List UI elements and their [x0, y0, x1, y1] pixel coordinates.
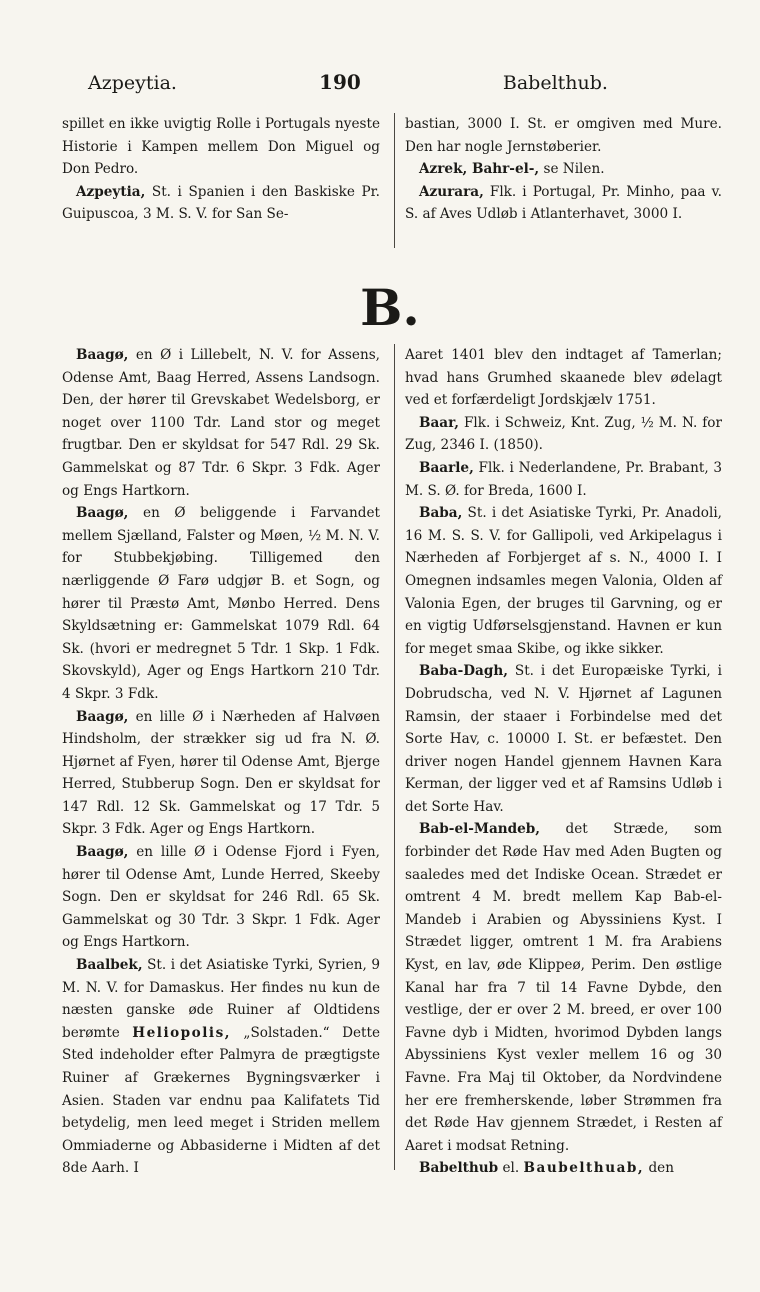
entry-baago-2 — [62, 502, 380, 705]
entry-baago-1 — [62, 344, 380, 502]
entry-text: Flk. i Portugal, Pr. Minho, paa v. S. af Aves Udløb i Atlanterhavet, 3000 I. — [405, 183, 722, 223]
top-left-column — [62, 113, 380, 226]
headword: Bab-el-Mandeb, — [419, 821, 541, 838]
entry-baago-3 — [62, 706, 380, 842]
header-left-word: Azpeytia. — [88, 72, 177, 94]
right-column — [405, 344, 722, 1180]
entry-baago-4 — [62, 841, 380, 954]
headword: Azpeytia, — [76, 183, 146, 200]
entry-azurara — [405, 181, 722, 226]
entry-azpeytia — [62, 181, 380, 226]
continuation-paragraph: spillet en ikke uvigtig Rolle i Portugals nyeste Historie i Kampen mellem Don Miguel og Don Pedro. — [62, 116, 380, 178]
entry-text-continued: „Solstaden.“ Dette Sted indeholder efter Palmyra de prægtigste Ruiner af Grækernes Bygningsværker i Asien. Staden var endnu paa Kalifatets Tid betydelig, men leed meget i Striden mellem Ommiaderne og Abbasiderne i Midten af det 8de Aarh. I — [62, 1024, 380, 1177]
headword: Azurara, — [419, 183, 484, 200]
entry-bab-el-mandeb — [405, 818, 722, 1157]
entry-baba-dagh — [405, 660, 722, 818]
entry-text: St. i det Asiatiske Tyrki, Pr. Anadoli, 16 M. S. S. V. for Gallipoli, ved Arkipelagus i Nærheden af Forbjerget af s. N., 4000 I. I Omegnen indsamles megen Valonia, Olden af Valonia Egen, der bruges til Garvning, og er en vigtig Udførselsgjenstand. Havnen er kun for meget smaa Skibe, og ikke sikker. — [405, 505, 722, 657]
entry-text: en lille Ø i Odense Fjord i Fyen, hører til Odense Amt, Lunde Herred, Skeeby Sogn. Den er skyldsat for 246 Rdl. 65 Sk. Gammelskat og 30 Tdr. 3 Skpr. 1 Fdk. Ager og Engs Hartkorn. — [62, 844, 380, 951]
entry-text: en Ø i Lillebelt, N. V. for Assens, Odense Amt, Baag Herred, Assens Landsogn. Den, der hører til Grevskabet Wedelsborg, er noget over 1100 Tdr. Land stor og meget frugtbar. Den er skyldsat for 547 Rdl. 29 Sk. Gammelskat og 87 Tdr. 6 Skpr. 3 Fdk. Ager og Engs Hartkorn. — [62, 347, 380, 499]
spaced-term: Baubelthuab, — [523, 1160, 645, 1177]
entry-text: St. i det Europæiske Tyrki, i Dobrudscha, ved N. V. Hjørnet af Lagunen Ramsin, der staaer i Forbindelse med det Sorte Hav, c. 10000 I. St. er befæstet. Den driver nogen Handel gjennem Havnen Kara Kerman, der ligger ved et af Ramsins Udløb i det Sorte Hav. — [405, 663, 722, 815]
headword: Baarle, — [419, 459, 474, 476]
headword: Baagø, — [76, 708, 129, 725]
headword: Baalbek, — [76, 957, 143, 974]
column-rule-top — [394, 113, 395, 248]
page-number: 190 — [319, 70, 361, 94]
headword: Baagø, — [76, 844, 129, 861]
continuation-paragraph: Aaret 1401 blev den indtaget af Tamerlan; hvad hans Grumhed skaanede blev ødelagt ved et forfærdeligt Jordskjælv 1751. — [405, 347, 722, 409]
entry-baarle — [405, 457, 722, 502]
entry-text-continued: den — [644, 1160, 674, 1177]
entry-text: det Stræde, som forbinder det Røde Hav med Aden Bugten og saaledes med det Indiske Ocean. Strædet er omtrent 4 M. bredt mellem Kap Bab-el-Mandeb i Arabien og Abyssiniens Kyst. I Strædet ligger, omtrent 1 M. fra Arabiens Kyst, en lav, øde Klippeø, Perim. Den østlige Kanal har fra 7 til 14 Favne Dybde, den vestlige, der er over 2 M. breed, er over 100 Favne dyb i Midten, hvorimod Dybden langs Abyssiniens Kyst vexler mellem 16 og 30 Favne. Fra Maj til Oktober, da Nordvindene her ere fremherskende, løber Strømmen fra det Røde Hav gjennem Strædet, i Resten af Aaret i modsat Retning. — [405, 821, 722, 1154]
entry-text: el. — [498, 1160, 524, 1177]
headword: Baar, — [419, 414, 460, 431]
entry-text: en Ø beliggende i Farvandet mellem Sjælland, Falster og Møen, ½ M. N. V. for Stubbekjøbing. Tilligemed den nærliggende Ø Farø udgjør B. et Sogn, og hører til Præstø Amt, Mønbo Herred. Dens Skyldsætning er: Gammelskat 1079 Rdl. 64 Sk. (hvori er medregnet 5 Tdr. 1 Skp. 1 Fdk. Skovskyld), Ager og Engs Hartkorn 210 Tdr. 4 Skpr. 3 Fdk. — [62, 505, 380, 702]
spaced-term: Heliopolis, — [132, 1024, 231, 1041]
headword: Baba-Dagh, — [419, 663, 508, 680]
headword: Baagø, — [76, 347, 129, 363]
entry-text: St. i Spanien i den Baskiske Pr. Guipuscoa, 3 M. S. V. for San Se- — [62, 183, 380, 223]
left-column — [62, 344, 380, 1180]
section-letter: B. — [360, 278, 420, 337]
top-right-column — [405, 113, 722, 226]
column-rule-main — [394, 344, 395, 1170]
continuation-paragraph: bastian, 3000 I. St. er omgiven med Mure. Den har nogle Jernstøberier. — [405, 116, 722, 155]
entry-text: St. i det Asiatiske Tyrki, Syrien, 9 M. N. V. for Damaskus. Her findes nu kun de næsten ganske øde Ruiner af Oldtidens berømte — [62, 957, 380, 1041]
entry-babelthub — [405, 1157, 722, 1180]
entry-baalbek — [62, 954, 380, 1180]
entry-azrek — [405, 158, 722, 181]
headword: Babelthub — [419, 1160, 499, 1177]
entry-baar — [405, 412, 722, 457]
entry-text: se Nilen. — [539, 161, 605, 178]
headword: Baba, — [419, 505, 463, 522]
entry-text: Flk. i Nederlandene, Pr. Brabant, 3 M. S. Ø. for Breda, 1600 I. — [405, 459, 722, 499]
entry-text: en lille Ø i Nærheden af Halvøen Hindsholm, der strækker sig ud fra N. Ø. Hjørnet af Fyen, hører til Odense Amt, Bjerge Herred, Stubberup Sogn. Den er skyldsat for 147 Rdl. 12 Sk. Gammelskat og 17 Tdr. 5 Skpr. 3 Fdk. Ager og Engs Hartkorn. — [62, 708, 380, 838]
entry-text: Flk. i Schweiz, Knt. Zug, ½ M. N. for Zug, 2346 I. (1850). — [405, 414, 722, 454]
headword: Baagø, — [76, 505, 129, 522]
header-right-word: Babelthub. — [502, 72, 608, 94]
entry-baba — [405, 502, 722, 660]
headword: Azrek, Bahr-el-, — [419, 161, 540, 178]
running-head — [88, 70, 608, 96]
